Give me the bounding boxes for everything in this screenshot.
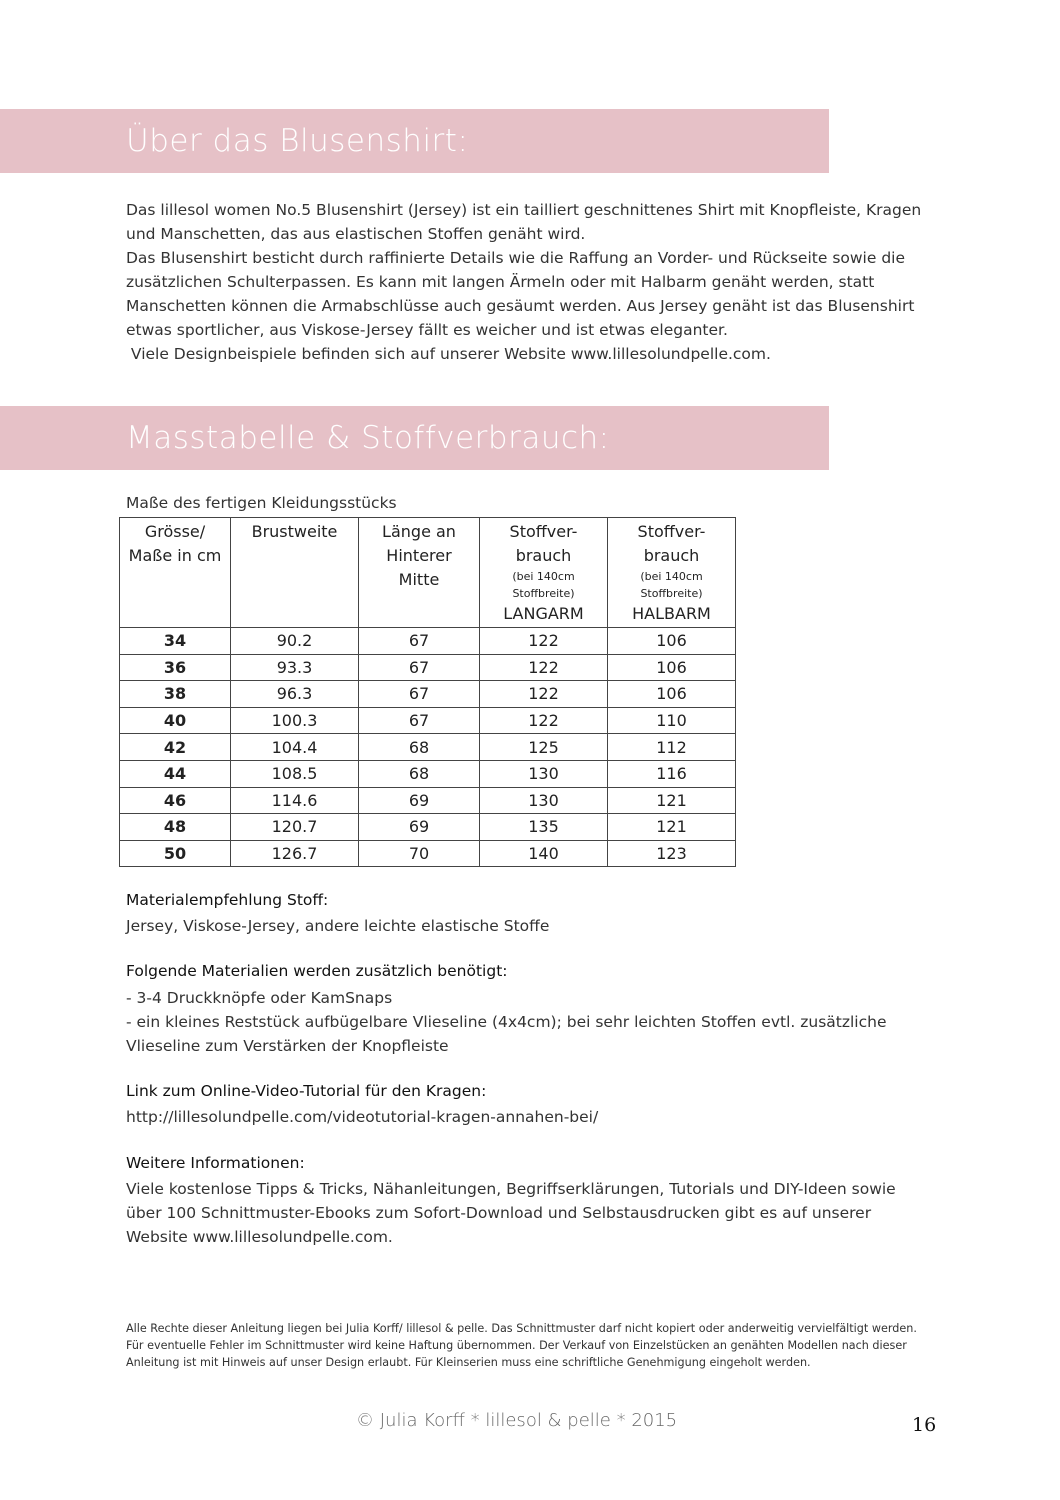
material-text: [126, 914, 936, 938]
more-info-line: über 100 Schnittmuster-Ebooks zum Sofort-Download und Selbstausdrucken gibt es auf unserer: [126, 1204, 872, 1222]
table-cell: 116: [608, 760, 736, 787]
material-heading: Materialempfehlung Stoff:: [126, 891, 329, 909]
table-cell: 123: [608, 840, 736, 867]
header-line: Grösse/: [144, 522, 206, 541]
table-cell: 106: [608, 628, 736, 655]
intro-line: Viele Designbeispiele befinden sich auf unserer Website www.lillesolundpelle.com.: [126, 345, 771, 363]
size-table: [119, 517, 736, 867]
header-sleeve-type: HALBARM: [632, 604, 711, 623]
table-header-cell: [359, 518, 480, 628]
table-cell: 130: [480, 760, 608, 787]
video-tutorial-heading: Link zum Online-Video-Tutorial für den Kragen:: [126, 1082, 487, 1100]
video-tutorial-text: [126, 1105, 936, 1129]
table-cell: 112: [608, 734, 736, 761]
page-number: 16: [912, 1414, 937, 1436]
table-cell: 120.7: [231, 814, 359, 841]
table-row: [120, 707, 736, 734]
table-cell: 135: [480, 814, 608, 841]
intro-line: Das Blusenshirt besticht durch raffinierte Details wie die Raffung an Vorder- und Rückseite sowie die: [126, 249, 906, 267]
header-line: Stoffver-: [637, 522, 706, 541]
table-cell: 122: [480, 707, 608, 734]
table-row: [120, 681, 736, 708]
header-note: (bei 140cm: [512, 570, 575, 583]
header-line: brauch: [643, 546, 700, 565]
table-row: [120, 760, 736, 787]
table-row: [120, 840, 736, 867]
legal-line: Für eventuelle Fehler im Schnittmuster wird keine Haftung übernommen. Der Verkauf von Einzelstücken an genähten Modellen nach dieser: [126, 1339, 907, 1352]
legal-notice: [126, 1320, 946, 1371]
intro-line: zusätzlichen Schulterpassen. Es kann mit langen Ärmeln oder mit Halbarm genäht werden, statt: [126, 273, 875, 291]
table-cell: 70: [359, 840, 480, 867]
header-line: Maße in cm: [128, 546, 222, 565]
legal-line: Alle Rechte dieser Anleitung liegen bei Julia Korff/ lillesol & pelle. Das Schnittmuster darf nicht kopiert oder anderweitig vervielfältigt werden.: [126, 1322, 917, 1335]
more-info-line: Website www.lillesolundpelle.com.: [126, 1228, 393, 1246]
material-line: Jersey, Viskose-Jersey, andere leichte elastische Stoffe: [126, 917, 550, 935]
section-banner-about: [0, 109, 829, 173]
size-cell: 44: [120, 760, 231, 787]
size-cell: 40: [120, 707, 231, 734]
more-info-heading: Weitere Informationen:: [126, 1154, 305, 1172]
table-cell: 90.2: [231, 628, 359, 655]
table-cell: 104.4: [231, 734, 359, 761]
size-cell: 34: [120, 628, 231, 655]
size-cell: 36: [120, 654, 231, 681]
header-line: brauch: [515, 546, 572, 565]
table-cell: 100.3: [231, 707, 359, 734]
table-cell: 93.3: [231, 654, 359, 681]
table-row: [120, 787, 736, 814]
table-cell: 69: [359, 787, 480, 814]
table-cell: 69: [359, 814, 480, 841]
intro-line: Manschetten können die Armabschlüsse auch gesäumt werden. Aus Jersey genäht ist das Blusenshirt: [126, 297, 915, 315]
header-line: Länge an: [382, 522, 456, 541]
section-banner-table: [0, 406, 829, 470]
table-cell: 67: [359, 628, 480, 655]
size-cell: 38: [120, 681, 231, 708]
table-cell: 110: [608, 707, 736, 734]
table-caption: Maße des fertigen Kleidungsstücks: [126, 494, 397, 512]
header-line: Brustweite: [251, 522, 338, 541]
table-header-cell: [480, 518, 608, 628]
video-tutorial-link[interactable]: http://lillesolundpelle.com/videotutorial-kragen-annahen-bei/: [126, 1108, 599, 1126]
intro-line: und Manschetten, das aus elastischen Stoffen genäht wird.: [126, 225, 586, 243]
table-header-cell: [608, 518, 736, 628]
footer-credit: © Julia Korff * lillesol & pelle * 2015: [356, 1410, 678, 1431]
size-cell: 50: [120, 840, 231, 867]
intro-line: etwas sportlicher, aus Viskose-Jersey fällt es weicher und ist etwas eleganter.: [126, 321, 728, 339]
more-info-text: [126, 1177, 936, 1249]
header-line: Stoffver-: [509, 522, 578, 541]
table-header-row: [120, 518, 736, 628]
table-row: [120, 734, 736, 761]
additional-line: - 3-4 Druckknöpfe oder KamSnaps: [126, 989, 393, 1007]
section-title-table: Masstabelle & Stoffverbrauch:: [126, 420, 610, 456]
legal-line: Anleitung ist mit Hinweis auf unser Design erlaubt. Für Kleinserien muss eine schriftliche Genehmigung eingeholt werden.: [126, 1356, 811, 1369]
header-note: Stoffbreite): [640, 587, 703, 600]
table-cell: 130: [480, 787, 608, 814]
intro-line: Das lillesol women No.5 Blusenshirt (Jersey) ist ein tailliert geschnittenes Shirt mit Knopfleiste, Kragen: [126, 201, 922, 219]
table-row: [120, 814, 736, 841]
table-cell: 68: [359, 734, 480, 761]
table-cell: 114.6: [231, 787, 359, 814]
table-header-cell: [120, 518, 231, 628]
table-cell: 140: [480, 840, 608, 867]
table-cell: 126.7: [231, 840, 359, 867]
table-cell: 68: [359, 760, 480, 787]
header-note: (bei 140cm: [640, 570, 703, 583]
section-title-about: Über das Blusenshirt:: [126, 123, 469, 159]
table-row: [120, 654, 736, 681]
table-cell: 121: [608, 787, 736, 814]
additional-materials-heading: Folgende Materialien werden zusätzlich benötigt:: [126, 962, 508, 980]
table-cell: 67: [359, 681, 480, 708]
additional-materials-text: [126, 986, 936, 1058]
size-cell: 48: [120, 814, 231, 841]
additional-line: - ein kleines Reststück aufbügelbare Vlieseline (4x4cm); bei sehr leichten Stoffen evtl. zusätzliche: [126, 1013, 887, 1031]
size-cell: 46: [120, 787, 231, 814]
table-cell: 96.3: [231, 681, 359, 708]
header-sleeve-type: LANGARM: [503, 604, 584, 623]
table-row: [120, 628, 736, 655]
table-cell: 122: [480, 681, 608, 708]
additional-line: Vlieseline zum Verstärken der Knopfleiste: [126, 1037, 449, 1055]
header-line: Hinterer: [386, 546, 452, 565]
table-cell: 106: [608, 681, 736, 708]
table-cell: 106: [608, 654, 736, 681]
table-cell: 122: [480, 628, 608, 655]
header-line: Mitte: [398, 570, 440, 589]
size-cell: 42: [120, 734, 231, 761]
table-cell: 67: [359, 707, 480, 734]
table-cell: 122: [480, 654, 608, 681]
table-cell: 121: [608, 814, 736, 841]
table-cell: 108.5: [231, 760, 359, 787]
header-note: Stoffbreite): [512, 587, 575, 600]
table-cell: 67: [359, 654, 480, 681]
table-cell: 125: [480, 734, 608, 761]
intro-paragraph: [126, 198, 946, 366]
table-header-cell: [231, 518, 359, 628]
more-info-line: Viele kostenlose Tipps & Tricks, Nähanleitungen, Begriffserklärungen, Tutorials und DIY-Ideen sowie: [126, 1180, 896, 1198]
